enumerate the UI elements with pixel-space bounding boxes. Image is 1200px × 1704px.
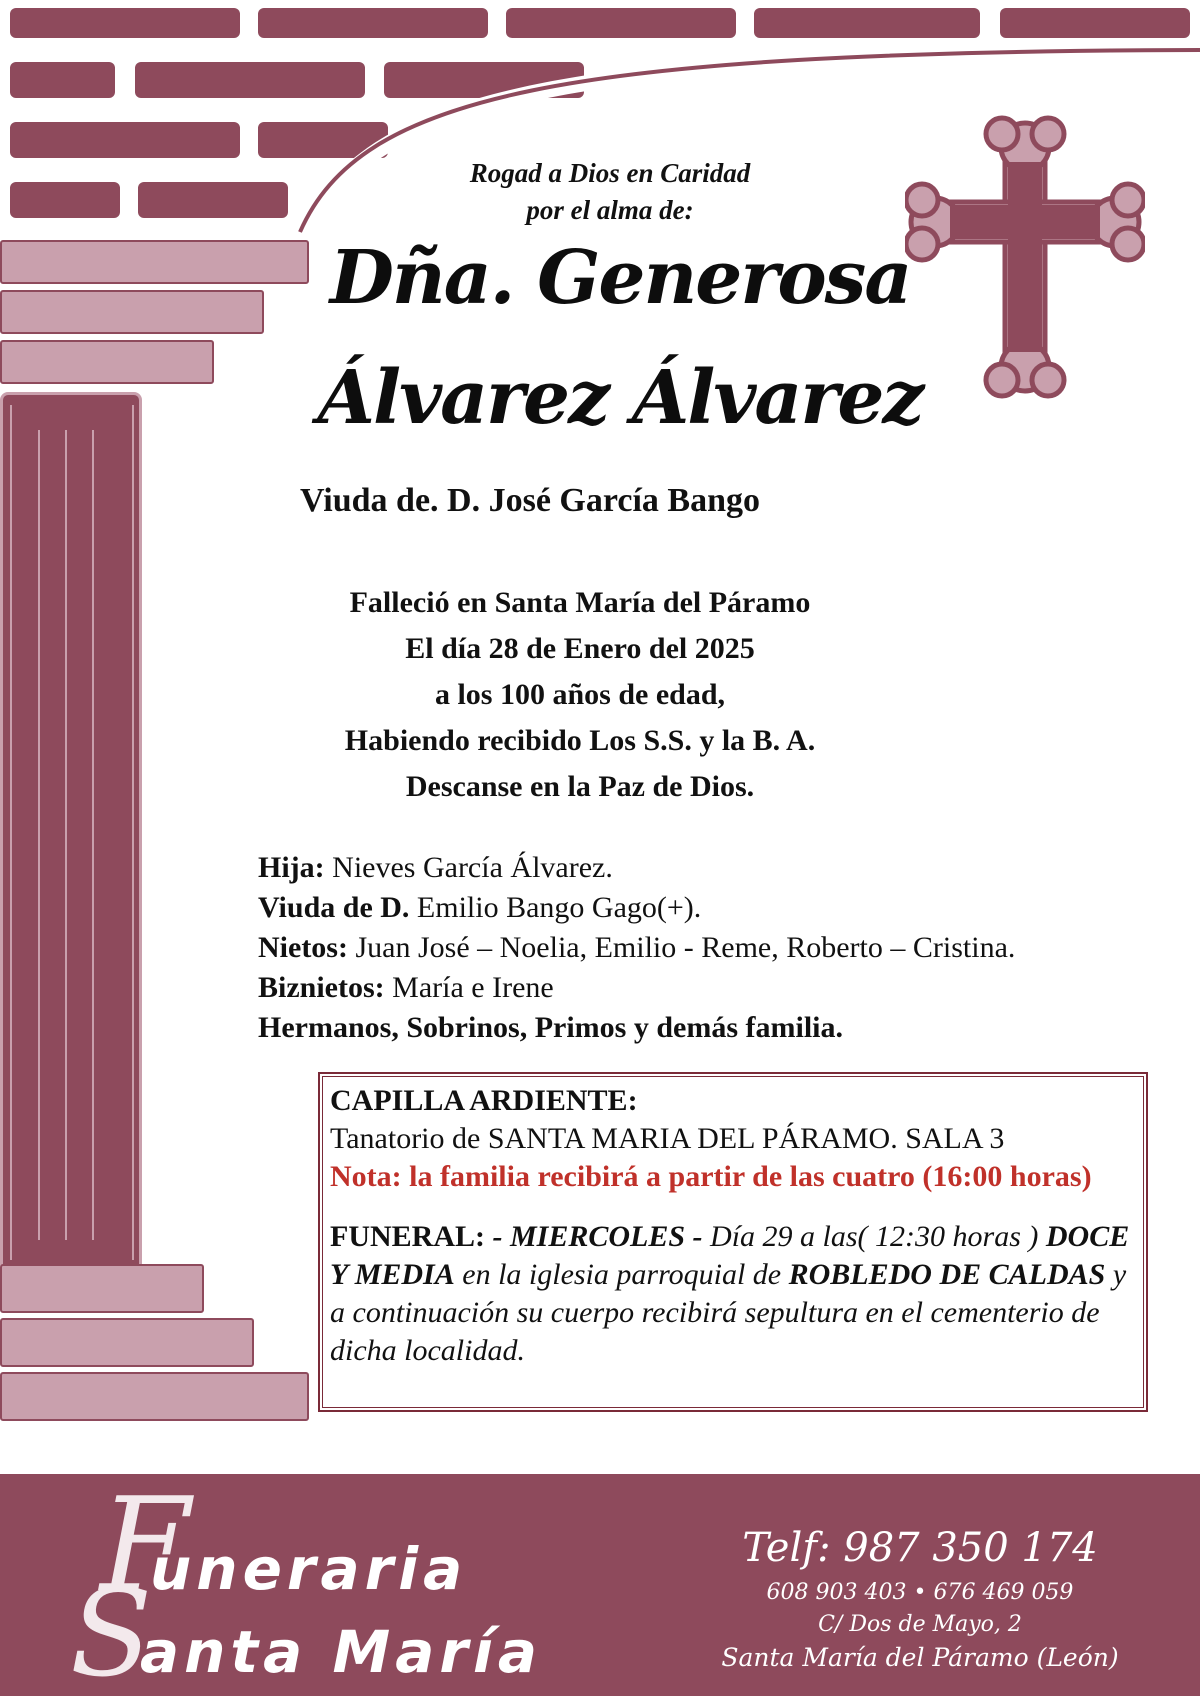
death-info — [270, 580, 890, 810]
death-line: Descanse en la Paz de Dios. — [405, 770, 755, 803]
family-item — [258, 1008, 1158, 1048]
chapel-title: CAPILLA ARDIENTE: — [330, 1084, 638, 1117]
death-line: a los 100 años de edad, — [434, 678, 726, 711]
funeral-time-words: DOCE Y MEDIA — [330, 1220, 1130, 1291]
funeral-details — [330, 1218, 1136, 1370]
phone: Telf: 987 350 174 — [742, 1525, 1098, 1571]
family-item — [258, 928, 1158, 968]
chapel-note: Nota: la familia recibirá a partir de las cuatro (16:00 horas) — [330, 1160, 1092, 1193]
funeral-label: FUNERAL: — [330, 1220, 485, 1253]
logo-initial-s: S — [70, 1565, 153, 1704]
family-label: Hija: — [258, 851, 325, 884]
header-line1: Rogad a Dios en Caridad — [469, 158, 751, 188]
deceased-name-line2: Álvarez Álvarez — [317, 355, 923, 441]
funeral-rest: y a continuación su cuerpo recibirá sepultura en el cementerio de dicha localidad. — [330, 1258, 1127, 1367]
widow-of: Viuda de. D. José García Bango — [300, 482, 760, 519]
address: C/ Dos de Mayo, 2 — [818, 1612, 1022, 1637]
family-item — [258, 888, 1158, 928]
logo-word-santa-maria: anta María — [140, 1618, 542, 1686]
mobiles: 608 903 403 • 676 469 059 — [766, 1580, 1074, 1605]
family-item — [258, 968, 1158, 1008]
death-line: El día 28 de Enero del 2025 — [405, 632, 755, 665]
funeral-day: - MIERCOLES - — [485, 1220, 711, 1253]
family-item — [258, 848, 1158, 888]
logo-word-funeraria: uneraria — [150, 1535, 468, 1603]
family-label: Viuda de D. — [258, 891, 410, 924]
family-label: Nietos: — [258, 931, 348, 964]
funeral-church-pre: en la iglesia parroquial de — [454, 1258, 789, 1291]
service-info-box — [318, 1072, 1148, 1412]
funeral-time: Día 29 a las( 12:30 horas ) — [710, 1220, 1039, 1253]
header-line2: por el alma de: — [526, 195, 694, 225]
logo-initial-f: F — [100, 1469, 191, 1621]
family-label: Biznietos: — [258, 971, 385, 1004]
family-list — [258, 848, 1158, 1048]
family-text: Nieves García Álvarez. — [324, 851, 613, 884]
death-line: Falleció en Santa María del Páramo — [349, 586, 811, 619]
funeral-church: ROBLEDO DE CALDAS — [788, 1258, 1106, 1291]
chapel-place: Tanatorio de SANTA MARIA DEL PÁRAMO. SALA 3 — [330, 1122, 1005, 1155]
family-label: Hermanos, Sobrinos, Primos y demás familia. — [258, 1011, 843, 1044]
family-text: Juan José – Noelia, Emilio - Reme, Roberto – Cristina. — [347, 931, 1016, 964]
city: Santa María del Páramo (León) — [721, 1643, 1119, 1672]
death-line: Habiendo recibido Los S.S. y la B. A. — [344, 724, 816, 757]
family-text: María e Irene — [384, 971, 554, 1004]
header-invocation — [380, 155, 840, 229]
contact-info — [700, 1525, 1140, 1675]
deceased-name-line1: Dña. Generosa — [329, 235, 911, 321]
family-text: Emilio Bango Gago(+). — [409, 891, 702, 924]
